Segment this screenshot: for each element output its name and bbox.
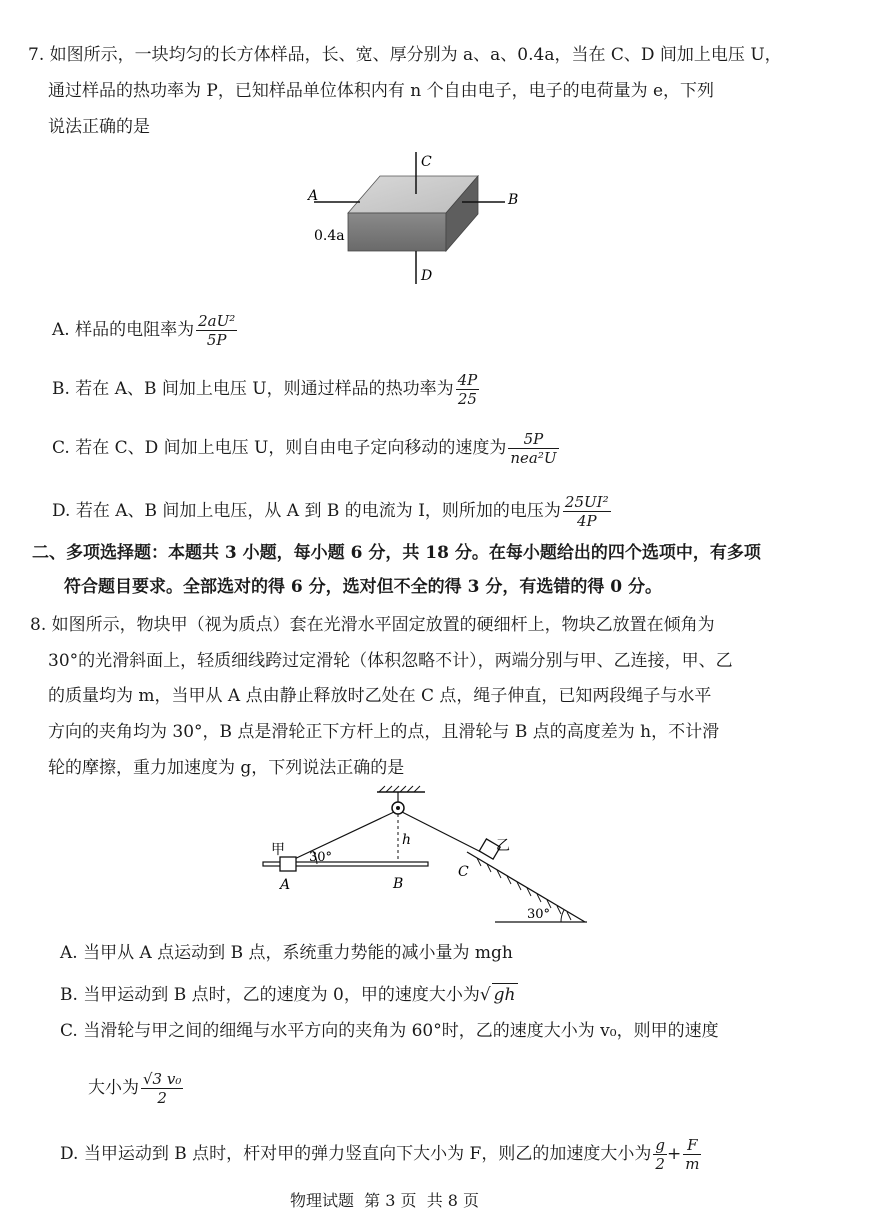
- q8-option-d-text: D. 当甲运动到 B 点时，杆对甲的弹力竖直向下大小为 F，则乙的加速度大小为: [60, 1144, 652, 1164]
- label-yi: 乙: [496, 838, 510, 854]
- ceiling-hatch: [379, 786, 420, 792]
- q8-option-c-line1: C. 当滑轮与甲之间的细绳与水平方向的夹角为 60°时，乙的速度大小为 v₀，则甲的速度: [60, 1021, 719, 1041]
- label-b-point: B: [393, 876, 404, 892]
- rope-to-jia: [288, 812, 394, 862]
- q8-option-c-fraction: $\frac{\text{√3 v₀}}{2}$: [143, 1070, 182, 1107]
- incline-surface: [467, 852, 585, 922]
- q7-option-d-fraction: $\frac{\text{25UI²}}{4P}$: [564, 493, 609, 530]
- q7-option-b-fraction: $\frac{4P}{25}$: [457, 371, 478, 408]
- label-angle-rope: 30°: [309, 850, 333, 865]
- q7-stem-line2: 通过样品的热功率为 P，已知样品单位体积内有 n 个自由电子，电子的电荷量为 e，下列: [48, 81, 715, 101]
- q7-option-a-text: A. 样品的电阻率为: [52, 320, 195, 340]
- q7-option-a: [52, 312, 237, 349]
- q7-option-d-text: D. 若在 A、B 间加上电压，从 A 到 B 的电流为 I，则所加的电压为: [52, 501, 561, 521]
- q8-stem-line3: 的质量均为 m，当甲从 A 点由静止释放时乙处在 C 点，绳子伸直，已知两段绳子与水平: [48, 686, 712, 706]
- label-c: C: [421, 154, 432, 170]
- q8-option-d: D. 当甲运动到 B 点时，杆对甲的弹力竖直向下大小为 F，则乙的加速度大小为 $\frac{g}{2}$ + $\frac{F}{m}$: [60, 1136, 700, 1173]
- q8-option-d-fraction1: $\frac{g}{2}$: [655, 1136, 665, 1173]
- q7-option-c-fraction: $\frac{5P}{\text{nea²U}}$: [510, 430, 557, 467]
- incline-hatch: [477, 858, 571, 920]
- section2-heading-line1: 二、多项选择题：本题共 3 小题，每小题 6 分，共 18 分。在每小题给出的四个选项中，有多项: [32, 543, 761, 563]
- label-thickness: 0.4a: [314, 228, 345, 244]
- label-a: A: [308, 188, 319, 204]
- q8-option-b-sqrt: gh: [493, 985, 516, 1005]
- label-b: B: [508, 192, 519, 208]
- q8-option-d-fraction2: $\frac{F}{m}$: [685, 1136, 700, 1173]
- label-h: h: [402, 832, 412, 848]
- label-jia: 甲: [271, 842, 285, 858]
- q7-option-b-text: B. 若在 A、B 间加上电压 U，则通过样品的热功率为: [52, 379, 454, 399]
- q7-option-c: [52, 430, 559, 467]
- label-d: D: [421, 268, 433, 284]
- sample-front-face: [348, 213, 446, 251]
- page-footer: 物理试题 第 3 页 共 8 页: [290, 1191, 480, 1210]
- q8-figure: [255, 784, 600, 930]
- q8-option-a: A. 当甲从 A 点运动到 B 点，系统重力势能的减小量为 mgh: [60, 943, 513, 963]
- q7-stem-line1: 7. 如图所示，一块均匀的长方体样品，长、宽、厚分别为 a、a、0.4a，当在 C、D 间加上电压 U，: [28, 45, 782, 65]
- label-c-point: C: [458, 864, 469, 880]
- q7-option-b: [52, 371, 479, 408]
- q7-option-a-fraction: $\frac{\text{2aU²}}{5P}$: [198, 312, 236, 349]
- q8-option-b-text: B. 当甲运动到 B 点时，乙的速度为 0，甲的速度大小为: [60, 985, 480, 1005]
- q8-stem-line2: 30°的光滑斜面上，轻质细线跨过定滑轮（体积忽略不计），两端分别与甲、乙连接，甲、乙: [48, 651, 733, 671]
- rope-to-yi: [402, 812, 481, 852]
- q7-option-c-text: C. 若在 C、D 间加上电压 U，则自由电子定向移动的速度为: [52, 438, 507, 458]
- section2-heading-line2: 符合题目要求。全部选对的得 6 分，选对但不全的得 3 分，有选错的得 0 分。: [64, 577, 662, 597]
- q7-figure: [300, 148, 530, 288]
- block-jia: [280, 857, 296, 871]
- q8-stem-line5: 轮的摩擦，重力加速度为 g，下列说法正确的是: [48, 758, 405, 778]
- q7-option-d: [52, 493, 611, 530]
- q8-option-c-text: 大小为: [88, 1078, 139, 1098]
- q8-stem-line4: 方向的夹角均为 30°，B 点是滑轮正下方杆上的点，且滑轮与 B 点的高度差为 h，不计滑: [48, 722, 720, 742]
- q8-option-b: B. 当甲运动到 B 点时，乙的速度为 0，甲的速度大小为√ gh: [60, 985, 516, 1005]
- label-angle-incline: 30°: [527, 907, 551, 922]
- label-a-point: A: [280, 877, 291, 893]
- q7-stem-line3: 说法正确的是: [48, 117, 150, 137]
- q8-stem-line1: 8. 如图所示，物块甲（视为质点）套在光滑水平固定放置的硬细杆上，物块乙放置在倾角为: [30, 615, 715, 635]
- q8-option-c-line2: [88, 1070, 183, 1107]
